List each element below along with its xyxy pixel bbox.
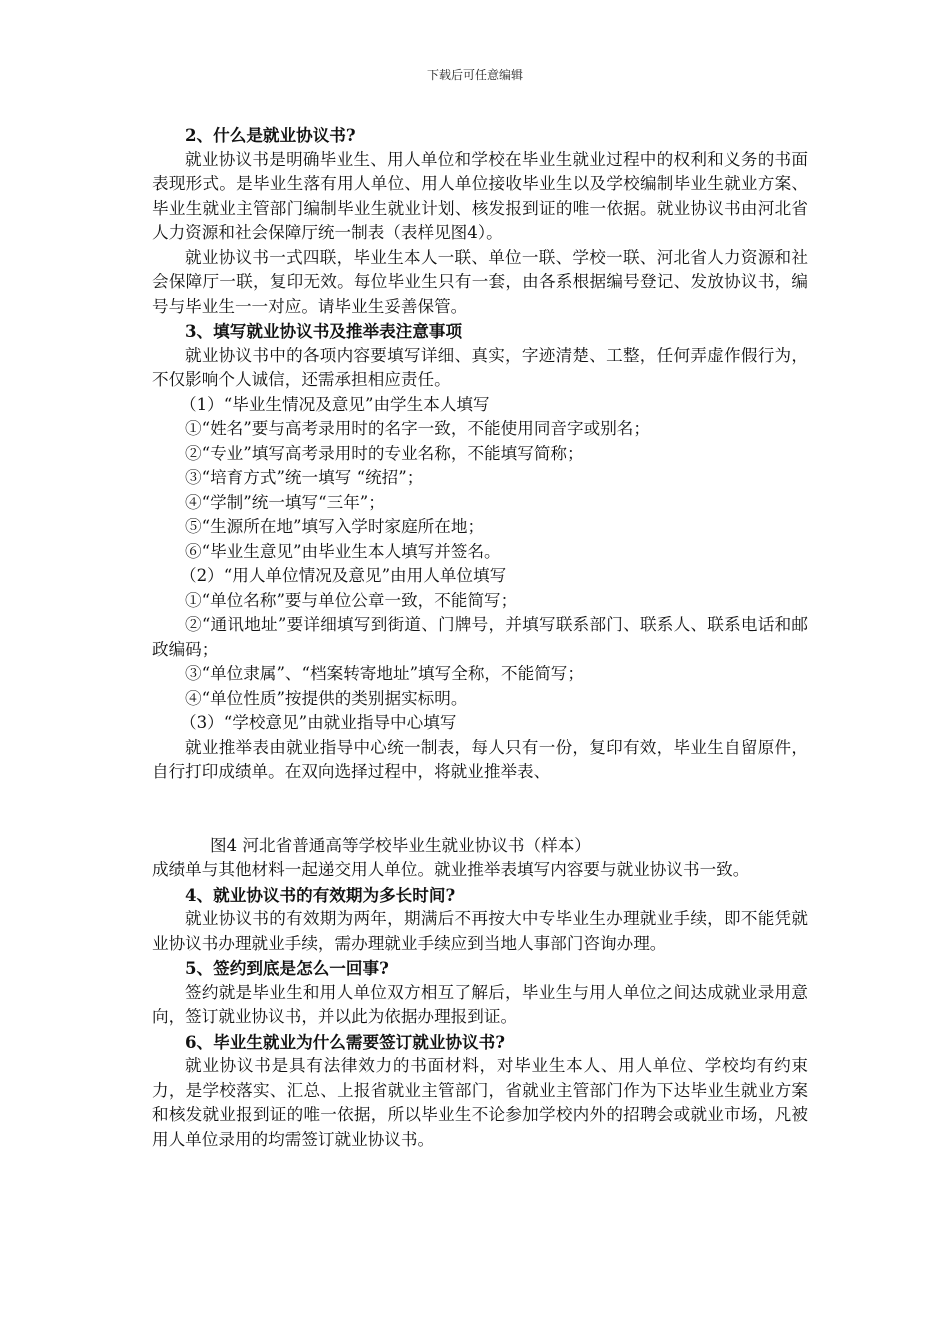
part-1-item: ③“培育方式”统一填写 “统招”； (185, 468, 424, 487)
figure-caption: 图4 河北省普通高等学校毕业生就业协议书（样本） (210, 835, 591, 855)
section-5-heading: 5、签约到底是怎么一回事? (185, 958, 389, 978)
section-3-intro: 就业协议书中的各项内容要填写详细、真实，字迹清楚、工整，任何弄虚作假行为，不仅影响个人诚信，还需承担相应责任。 (152, 345, 808, 389)
section-4-heading: 4、就业协议书的有效期为多长时间? (185, 884, 456, 905)
part-2-item: ③“单位隶属”、“档案转寄地址”填写全称，不能简写； (185, 664, 584, 683)
section-2-heading: 2、什么是就业协议书? (185, 125, 356, 145)
part-1-item: ⑥“毕业生意见”由毕业生本人填写并签名。 (185, 541, 501, 561)
section-2-paragraph-1: 就业协议书是明确毕业生、用人单位和学校在毕业生就业过程中的权利和义务的书面表现形式。是毕业生落有用人单位、用人单位接收毕业生以及学校编制毕业生就业方案、毕业生就业主管部门编制毕业生就业计划、核发报到证的唯一依据。就业协议书由河北省人力资源和社会保障厅统一制表（表样见图4）。 (152, 149, 808, 242)
part-2-title: （2）“用人单位情况及意见”由用人单位填写 (180, 566, 507, 585)
part-3-title: （3）“学校意见”由就业指导中心填写 (180, 713, 457, 732)
section-6-heading: 6、毕业生就业为什么需要签订就业协议书? (185, 1031, 505, 1052)
part-2-item: ①“单位名称”要与单位公章一致，不能简写； (185, 590, 518, 610)
section-4-paragraph-1: 就业协议书的有效期为两年，期满后不再按大中专毕业生办理就业手续，即不能凭就业协议书办理就业手续，需办理就业手续应到当地人事部门咨询办理。 (152, 909, 808, 953)
section-2-paragraph-2: 就业协议书一式四联，毕业生本人一联、单位一联、学校一联、河北省人力资源和社会保障厅一联，复印无效。每位毕业生只有一套，由各系根据编号登记、发放协议书，编号与毕业生一一对应。请毕业生妥善保管。 (152, 247, 808, 316)
part-1-item: ②“专业”填写高考录用时的专业名称，不能填写简称； (185, 443, 584, 463)
section-3-heading: 3、填写就业协议书及推举表注意事项 (185, 321, 463, 341)
document-body (152, 123, 808, 1152)
part-3-text: 就业推举表由就业指导中心统一制表，每人只有一份，复印有效，毕业生自留原件，自行打印成绩单。在双向选择过程中，将就业推举表、 (152, 737, 808, 781)
section-3-continuation: 成绩单与其他材料一起递交用人单位。就业推举表填写内容要与就业协议书一致。 (152, 860, 750, 879)
section-6-paragraph-1: 就业协议书是具有法律效力的书面材料，对毕业生本人、用人单位、学校均有约束力，是学校落实、汇总、上报省就业主管部门，省就业主管部门作为下达毕业生就业方案和核发就业报到证的唯一依据，所以毕业生不论参加学校内外的招聘会或就业市场，凡被用人单位录用的均需签订就业协议书。 (152, 1056, 808, 1149)
page-header-note: 下载后可任意编辑 (426, 68, 523, 82)
section-5-paragraph-1: 签约就是毕业生和用人单位双方相互了解后，毕业生与用人单位之间达成就业录用意向，签订就业协议书，并以此为依据办理报到证。 (152, 982, 808, 1026)
part-1-item: ⑤“生源所在地”填写入学时家庭所在地； (185, 517, 485, 536)
part-2-item: ④“单位性质”按提供的类别据实标明。 (185, 688, 468, 708)
part-1-title: （1）“毕业生情况及意见”由学生本人填写 (180, 394, 490, 414)
part-2-item: ②“通讯地址”要详细填写到街道、门牌号，并填写联系部门、联系人、联系电话和邮政编码； (152, 615, 808, 659)
part-1-item: ①“姓名”要与高考录用时的名字一致，不能使用同音字或别名； (185, 419, 650, 438)
part-1-item: ④“学制”统一填写“三年”； (185, 492, 385, 512)
